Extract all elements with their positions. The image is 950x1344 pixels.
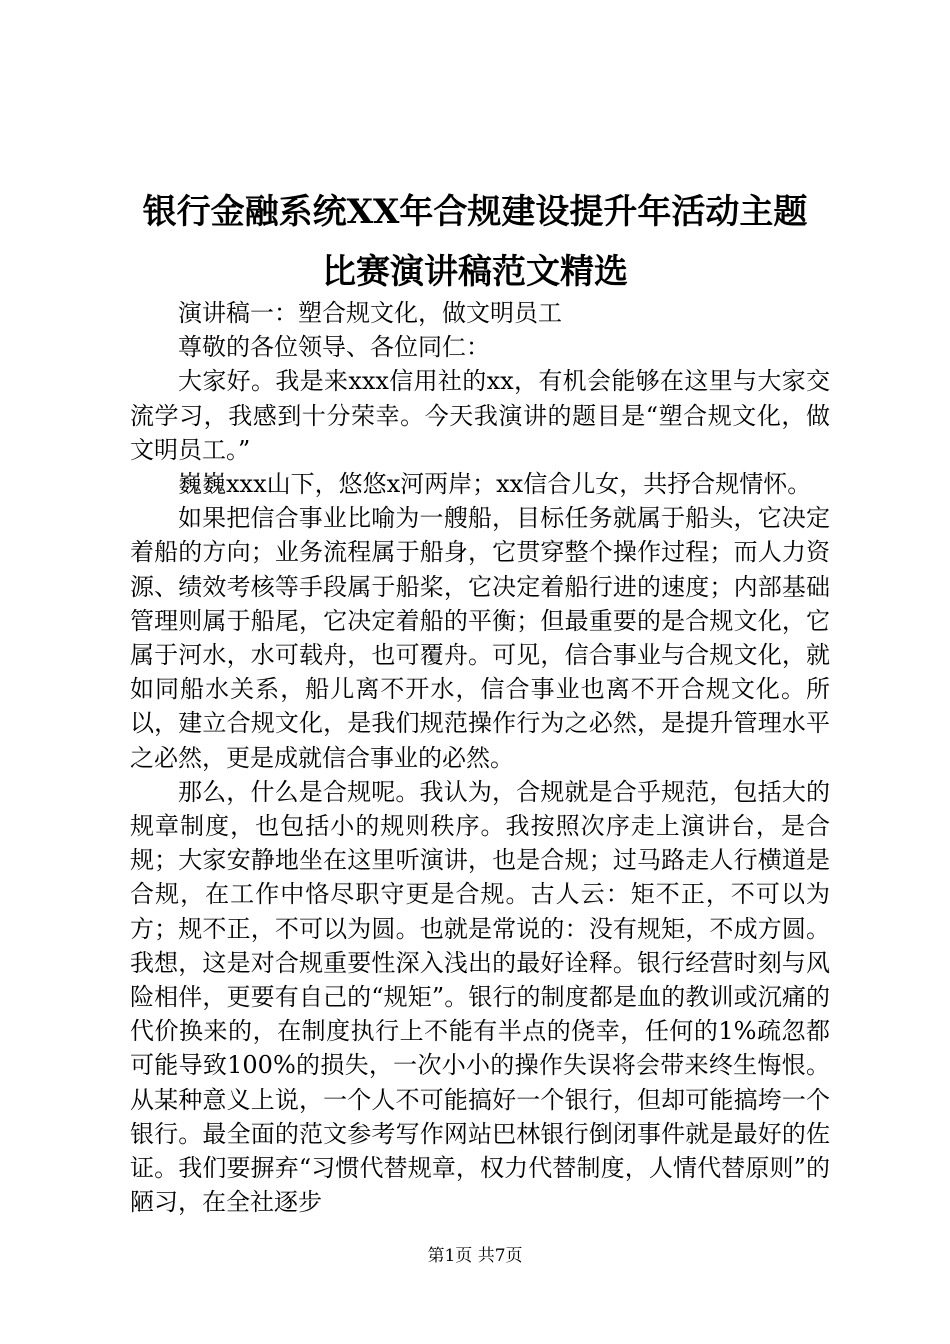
title-line-1: 银行金融系统XX年合规建设提升年活动主题 bbox=[142, 192, 808, 232]
page-footer: 第1页 共7页 bbox=[427, 1246, 523, 1266]
paragraph-ship-metaphor: 如果把信合事业比喻为一艘船，目标任务就属于船头，它决定着船的方向；业务流程属于船身，它贯穿整个操作过程；而人力资源、绩效考核等手段属于船桨，它决定着船行进的速度；内部基础管理则属于船尾，它决定着船的平衡；但最重要的是合规文化，它属于河水，水可载舟，也可覆舟。可见，信合事业与合规文化，就如同船水关系，船儿离不开水，信合事业也离不开合规文化。所以，建立合规文化，是我们规范操作行为之必然，是提升管理水平之必然，更是成就信合事业的必然。 bbox=[130, 504, 830, 772]
paragraph-greeting: 大家好。我是来xxx信用社的xx，有机会能够在这里与大家交流学习，我感到十分荣幸。今天我演讲的题目是“塑合规文化，做文明员工。” bbox=[130, 367, 830, 464]
document-title bbox=[120, 182, 830, 302]
title-line-2: 比赛演讲稿范文精选 bbox=[322, 252, 628, 292]
document-body bbox=[130, 296, 830, 1219]
paragraph-couplet: 巍巍xxx山下，悠悠x河两岸；xx信合儿女，共抒合规情怀。 bbox=[178, 470, 812, 499]
paragraph-salutation: 尊敬的各位领导、各位同仁： bbox=[178, 333, 490, 362]
paragraph-speech-heading: 演讲稿一：塑合规文化，做文明员工 bbox=[178, 299, 562, 327]
paragraph-what-is-compliance: 那么，什么是合规呢。我认为，合规就是合乎规范，包括大的规章制度，也包括小的规则秩序。我按照次序走上演讲台，是合规；大家安静地坐在这里听演讲，也是合规；过马路走人行横道是合规，在工作中恪尽职守更是合规。古人云：矩不正，不可以为方；规不正，不可以为圆。也就是常说的：没有规矩，不成方圆。我想，这是对合规重要性深入浅出的最好诠释。银行经营时刻与风险相伴，更要有自己的“规矩”。银行的制度都是血的教训或沉痛的代价换来的，在制度执行上不能有半点的侥幸，任何的1%疏忽都可能导致100%的损失，一次小小的操作失误将会带来终生悔恨。从某种意义上说，一个人不可能搞好一个银行，但却可能搞垮一个银行。最全面的范文参考写作网站巴林银行倒闭事件就是最好的佐证。我们要摒弃“习惯代替规章，权力代替制度，人情代替原则”的陋习，在全社逐步 bbox=[130, 777, 830, 1217]
